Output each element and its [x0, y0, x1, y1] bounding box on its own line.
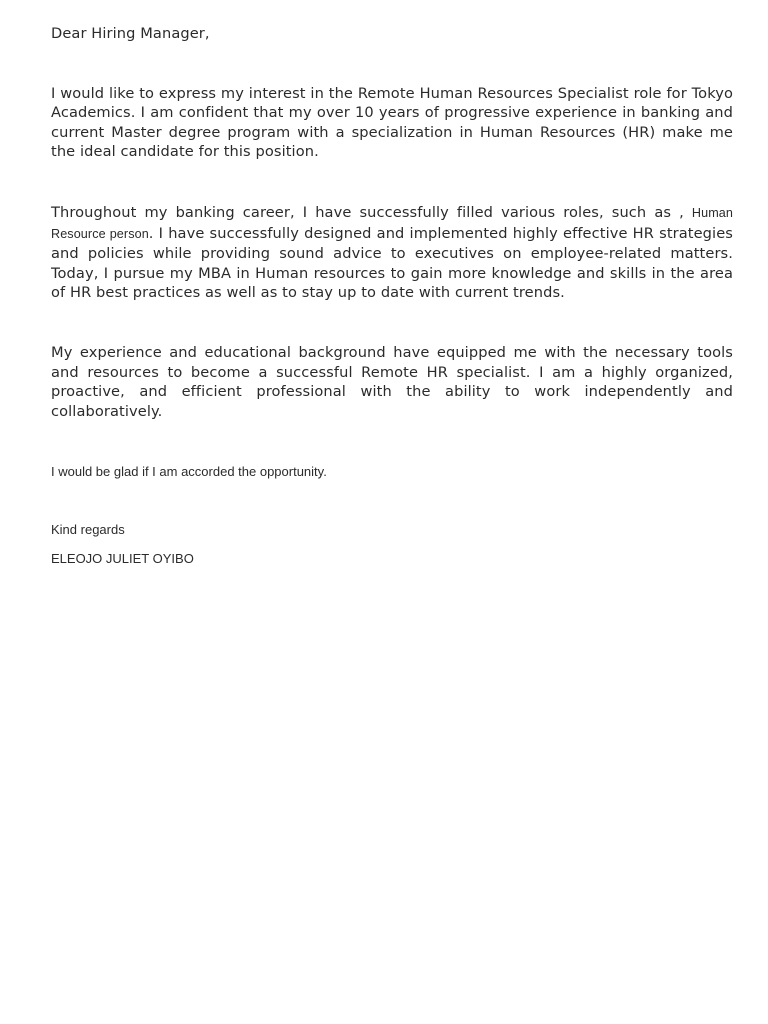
- paragraph-career: [51, 203, 733, 303]
- sign-off: Kind regards: [51, 522, 125, 538]
- letter-page: [51, 24, 733, 568]
- closing-line: I would be glad if I am accorded the opportunity.: [51, 464, 327, 480]
- paragraph-career-intro: Throughout my banking career, I have successfully filled various roles, such as ,: [51, 203, 692, 221]
- role-highlight: Human Resource person: [51, 205, 733, 241]
- signature-name: ELEOJO JULIET OYIBO: [51, 551, 194, 567]
- paragraph-qualifications: My experience and educational background have equipped me with the necessary tools and resources to become a successful Remote HR specialist. I am a highly organized, proactive, and efficient professional with the ability to work independently and collaboratively.: [51, 343, 733, 420]
- salutation: Dear Hiring Manager,: [51, 25, 210, 42]
- paragraph-career-rest: . I have successfully designed and implemented highly effective HR strategies and policies while providing sound advice to executives on employee-related matters. Today, I pursue my MBA in Human resources to gain more knowledge and skills in the area of HR best practices as well as to stay up to date with current trends.: [51, 224, 733, 302]
- paragraph-interest: I would like to express my interest in the Remote Human Resources Specialist role for Tokyo Academics. I am confident that my over 10 years of progressive experience in banking and current Master degree program with a specialization in Human Resources (HR) make me the ideal candidate for this position.: [51, 84, 733, 161]
